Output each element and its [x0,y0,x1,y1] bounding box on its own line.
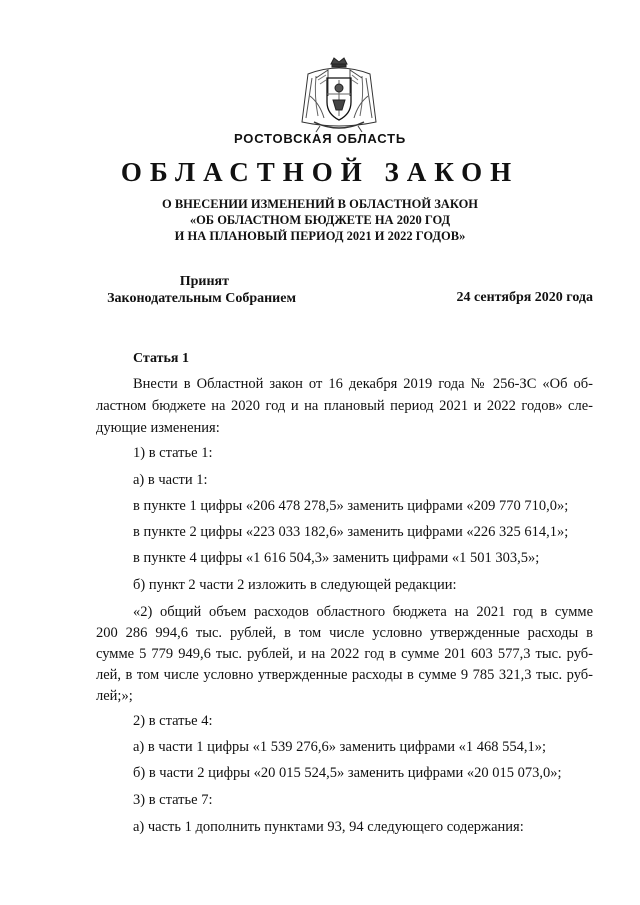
list-item: в пункте 2 цифры «223 033 182,6» заменить цифрами «226 325 614,1»; [133,524,569,540]
quote-line: сумме 5 779 949,6 тыс. рублей, и на 2022 год в сумме 201 603 577,3 тыс. руб- [96,646,593,662]
accepted-by: Законодательным Собранием [107,291,296,306]
list-item: в пункте 4 цифры «1 616 504,3» заменить цифрами «1 501 303,5»; [133,550,540,566]
subtitle-line: О ВНЕСЕНИИ ИЗМЕНЕНИЙ В ОБЛАСТНОЙ ЗАКОН [161,197,479,211]
subtitle-line: И НА ПЛАНОВЫЙ ПЕРИОД 2021 И 2022 ГОДОВ» [174,229,466,243]
region-name: РОСТОВСКАЯ ОБЛАСТЬ [233,131,407,146]
list-item: а) в части 1 цифры «1 539 276,6» заменить цифрами «1 468 554,1»; [133,739,547,755]
law-type-title: ОБЛАСТНОЙ ЗАКОН [120,157,520,187]
quote-line: «2) общий объем расходов областного бюджета на 2021 год в сумме [133,604,593,620]
list-item: б) в части 2 цифры «20 015 524,5» заменить цифрами «20 015 073,0»; [133,765,562,781]
list-item: а) часть 1 дополнить пунктами 93, 94 следующего содержания: [133,819,524,835]
quote-line: 200 286 994,6 тыс. рублей, в том числе условно утвержденные расходы в [96,625,593,641]
list-item: а) в части 1: [133,472,208,488]
quote-line: лей;»; [96,688,133,704]
list-item: 1) в статье 1: [133,445,213,461]
adoption-date: 24 сентября 2020 года [456,290,593,305]
paragraph-line: Внести в Областной закон от 16 декабря 2019 года № 256-ЗС «Об об- [133,376,593,392]
list-item: 2) в статье 4: [133,713,213,729]
quote-line: лей, в том числе условно утвержденные расходы в сумме 9 785 321,3 тыс. руб- [96,667,593,683]
coat-of-arms-emblem [296,56,382,136]
list-item: в пункте 1 цифры «206 478 278,5» заменить цифрами «209 770 710,0»; [133,498,569,514]
subtitle-line: «ОБ ОБЛАСТНОМ БЮДЖЕТЕ НА 2020 ГОД [189,213,451,227]
paragraph-line: дующие изменения: [96,420,220,436]
paragraph-line: ластном бюджете на 2020 год и на плановый период 2021 и 2022 годов» сле- [96,398,593,414]
list-item: 3) в статье 7: [133,792,213,808]
list-item: б) пункт 2 части 2 изложить в следующей редакции: [133,577,457,593]
accepted-label: Принят [179,274,229,289]
article-title: Статья 1 [133,351,189,366]
adoption-block [0,273,296,307]
law-subtitle [0,196,640,244]
